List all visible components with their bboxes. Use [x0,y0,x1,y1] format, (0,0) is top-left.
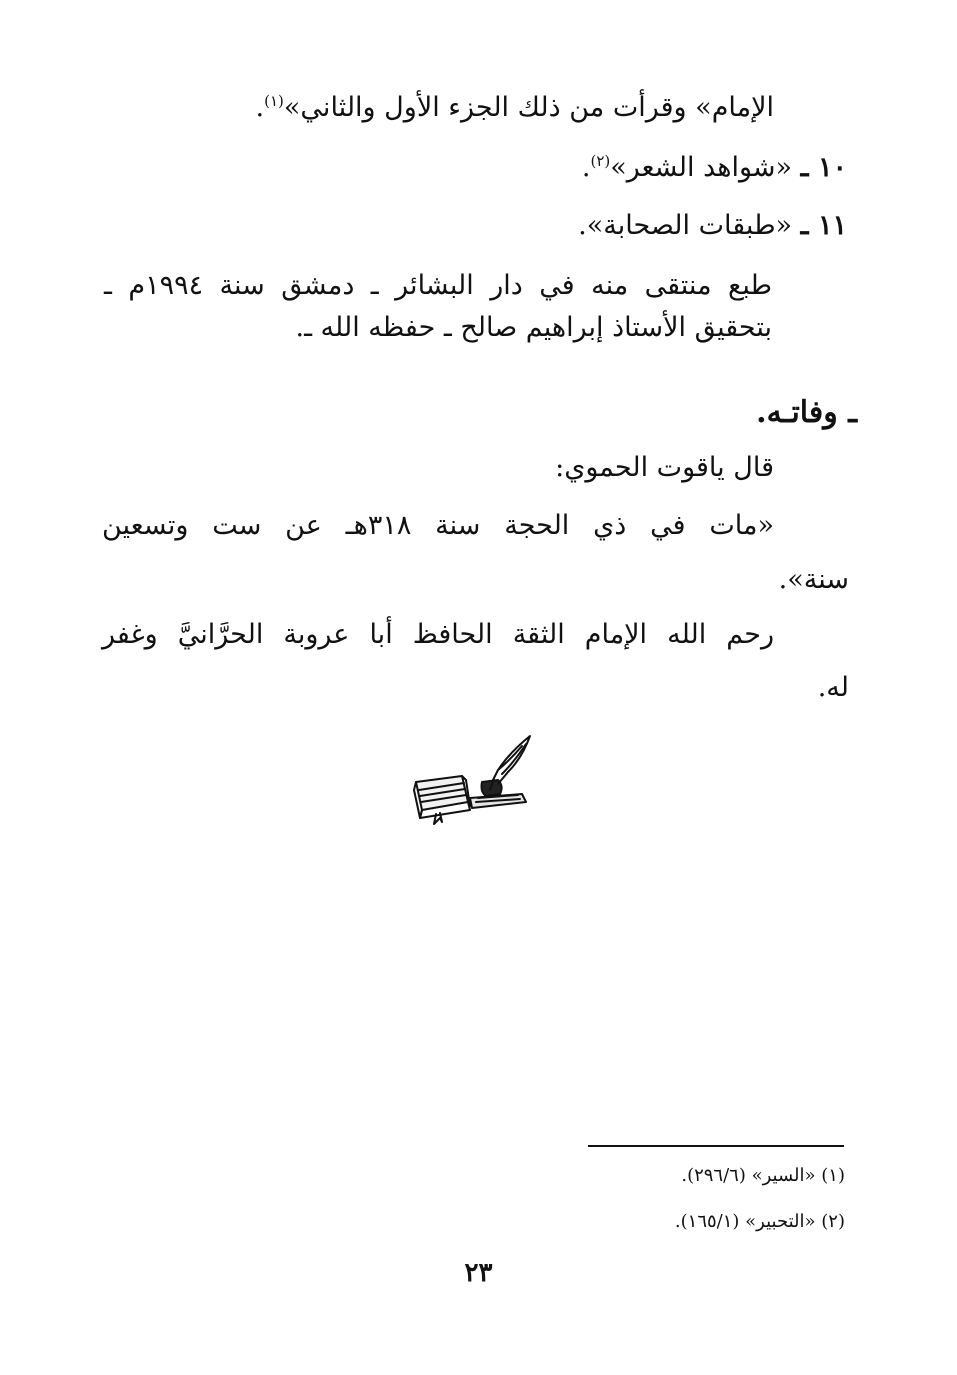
quote-line-2: سنة». [778,564,849,595]
text-line-imam [256,88,774,128]
item-number: ١٠ ـ [800,152,847,183]
footnote-1 [681,1162,845,1190]
item-text: «شواهد الشعر» [610,152,793,183]
footnote-ref-2: (٢) [590,152,611,170]
footnote-text: «التحبير» (١٦٥/١). [674,1211,816,1232]
printed-edition-line-2: بتحقيق الأستاذ إبراهيم صالح ـ حفظه الله ـ. [295,312,772,343]
item-text: «طبقات الصحابة». [578,210,793,241]
closing-line-2: له. [817,672,849,703]
quill-and-book-icon [410,730,535,825]
printed-edition-line-1: طبع منتقى منه في دار البشائر ـ دمشق سنة ١٩٩٤م ـ [104,270,773,301]
item-number: ١١ ـ [800,210,847,241]
footnote-text: «السير» (٢٩٦/٦). [681,1165,816,1186]
footnote-marker: (١) [821,1165,845,1186]
list-item-11 [578,206,847,246]
line-text: الإمام» وقرأت من ذلك الجزء الأول والثاني» [283,92,774,123]
footnote-marker: (٢) [821,1211,845,1232]
closing-line-1: رحم الله الإمام الثقة الحافظ أبا عروبة الحرَّانيَّ وغفر [102,619,774,650]
page-number: ٢٣ [464,1258,493,1288]
footnote-ref-1: (١) [264,92,284,110]
list-item-10 [582,148,847,188]
footnote-2 [675,1208,845,1236]
line-end: . [255,92,265,123]
footnote-separator [588,1145,844,1147]
quote-intro: قال ياقوت الحموي: [555,452,774,483]
item-end: . [581,152,591,183]
quote-line-1: «مات في ذي الحجة سنة ٣١٨هـ عن ست وتسعين [102,510,774,541]
section-heading-death: ـ وفاتـه. [756,395,857,430]
